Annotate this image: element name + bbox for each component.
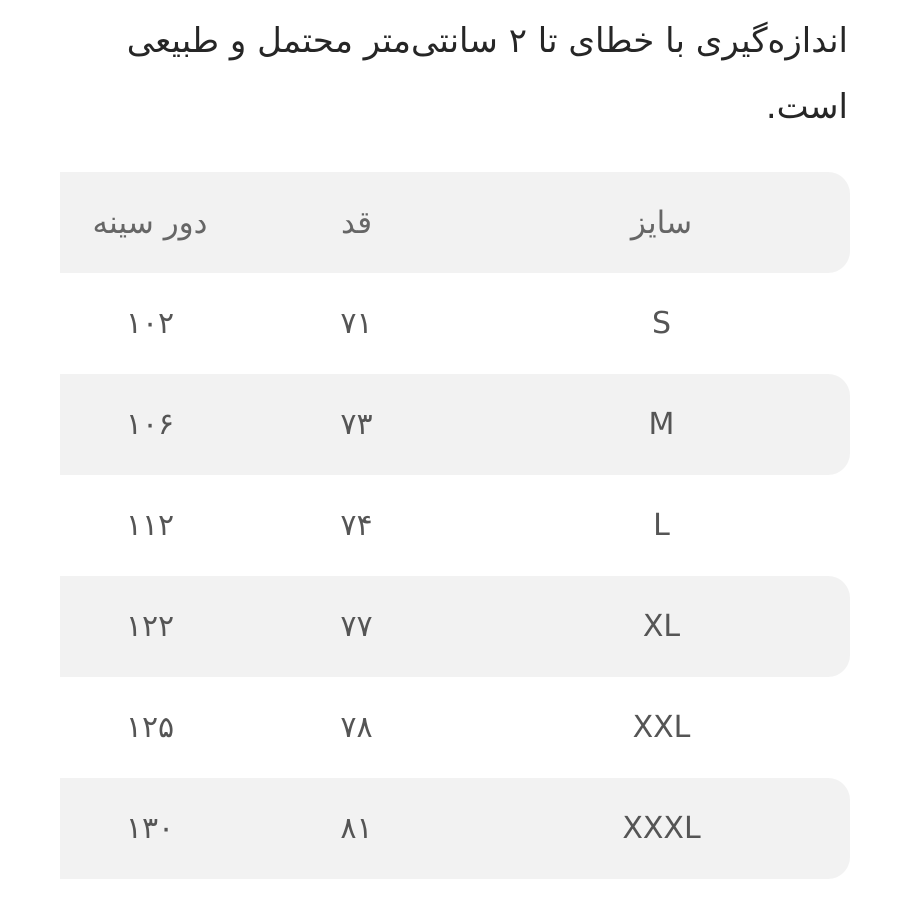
cell-height: ۷۱ (340, 306, 373, 341)
header-height: قد (240, 172, 473, 273)
table-row (60, 778, 850, 879)
size-chart-table (60, 172, 850, 879)
cell-height: ۷۳ (240, 374, 473, 475)
cell-height: ۷۷ (240, 576, 473, 677)
table-row (60, 374, 850, 475)
cell-chest: ۱۲۵ (125, 710, 175, 745)
cell-chest: ۱۱۲ (125, 508, 175, 543)
cell-size: XXXL (473, 778, 850, 879)
table-row (60, 475, 850, 576)
cell-size: S (651, 306, 672, 341)
cell-height: ۷۸ (340, 710, 373, 745)
table-row (60, 677, 850, 778)
cell-chest: ۱۰۶ (60, 374, 240, 475)
cell-size: M (473, 374, 850, 475)
cell-chest: ۱۲۲ (60, 576, 240, 677)
measurement-error-note: اندازه‌گیری با خطای تا ۲ سانتی‌متر محتمل و طبیعی است. (126, 21, 848, 127)
header-chest: دور سینه (60, 172, 240, 273)
header-size: سایز (473, 172, 850, 273)
cell-chest: ۱۰۲ (125, 306, 175, 341)
table-row (60, 576, 850, 677)
cell-height: ۷۴ (340, 508, 373, 543)
cell-height: ۸۱ (240, 778, 473, 879)
cell-chest: ۱۳۰ (60, 778, 240, 879)
table-row (60, 273, 850, 374)
cell-size: L (653, 508, 670, 543)
cell-size: XL (473, 576, 850, 677)
cell-size: XXL (632, 710, 691, 745)
table-header-row (60, 172, 850, 273)
